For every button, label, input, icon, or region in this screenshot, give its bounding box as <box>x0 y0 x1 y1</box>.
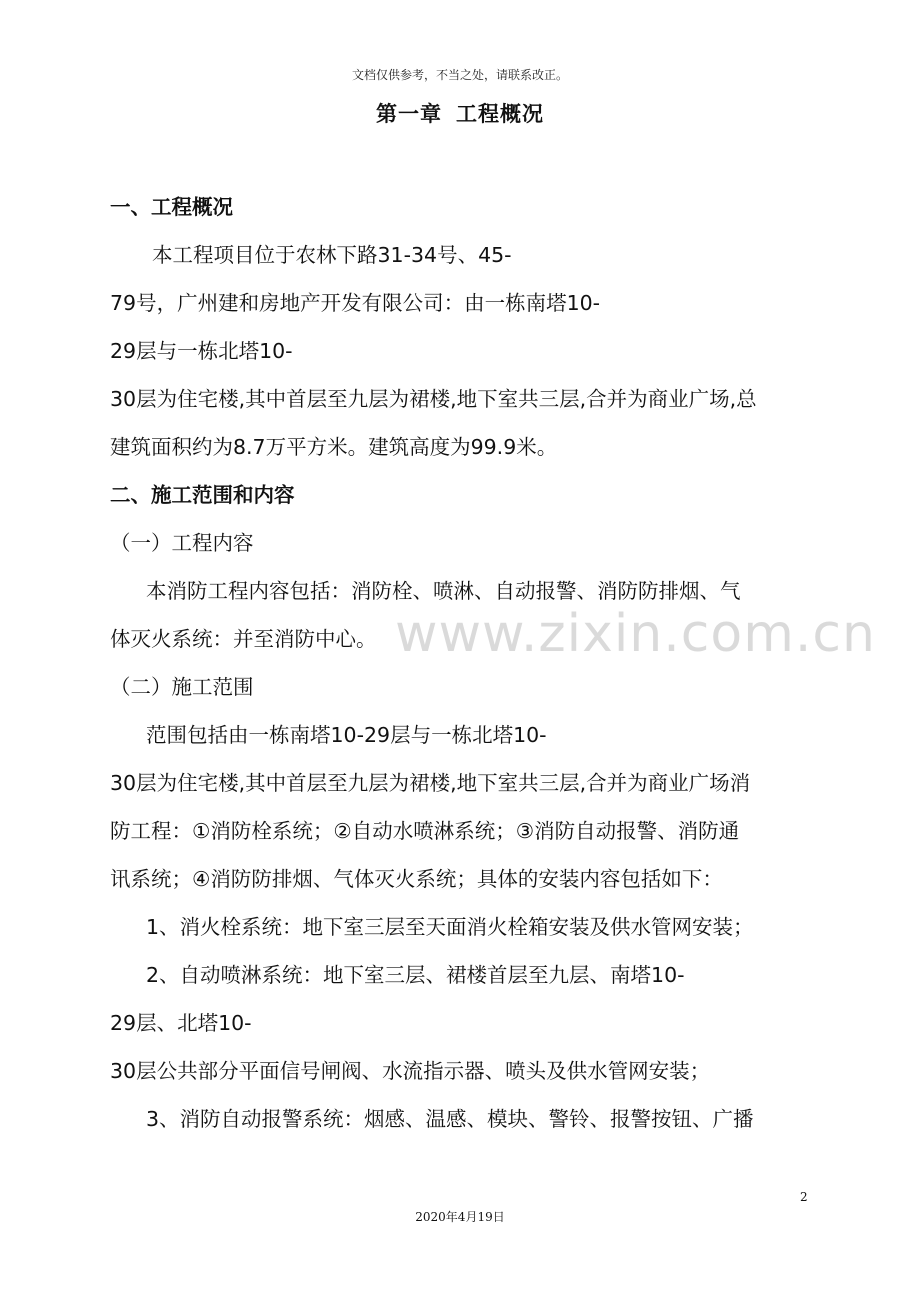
chapter-title <box>0 98 920 128</box>
paragraph-line: 79号，广州建和房地产开发有限公司：由一栋南塔10- <box>110 291 601 315</box>
paragraph-line: 30层为住宅楼,其中首层至九层为裙楼,地下室共三层,合并为商业广场,总 <box>110 387 757 411</box>
subsection-heading-content: （一）工程内容 <box>110 531 254 555</box>
watermark: www.zixin.com.cn <box>395 604 876 664</box>
footer-date: 2020年4月19日 <box>415 1210 505 1224</box>
paragraph-line: 29层与一栋北塔10- <box>110 339 293 363</box>
chapter-name: 工程概况 <box>456 102 544 126</box>
paragraph-line: 建筑面积约为8.7万平方米。建筑高度为99.9米。 <box>110 435 558 459</box>
paragraph-line: 本工程项目位于农林下路31-34号、45- <box>152 243 512 267</box>
page-number: 2 <box>800 1190 808 1204</box>
list-item-sprinkler: 2、自动喷淋系统：地下室三层、裙楼首层至九层、南塔10- <box>146 963 685 987</box>
paragraph-line: 范围包括由一栋南塔10-29层与一栋北塔10- <box>146 723 547 747</box>
section-heading-scope: 二、施工范围和内容 <box>110 483 295 507</box>
paragraph-line: 30层公共部分平面信号闸阀、水流指示器、喷头及供水管网安装； <box>110 1059 711 1083</box>
header-note: 文档仅供参考，不当之处，请联系改正。 <box>351 68 568 82</box>
paragraph-line: 防工程：①消防栓系统；②自动水喷淋系统；③消防自动报警、消防通 <box>110 819 740 843</box>
list-item-hydrant: 1、消火栓系统：地下室三层至天面消火栓箱安装及供水管网安装； <box>146 915 754 939</box>
paragraph-line: 本消防工程内容包括：消防栓、喷淋、自动报警、消防防排烟、气 <box>146 579 741 603</box>
section-heading-overview: 一、工程概况 <box>110 195 233 219</box>
paragraph-line: 30层为住宅楼,其中首层至九层为裙楼,地下室共三层,合并为商业广场消 <box>110 771 751 795</box>
paragraph-line: 讯系统；④消防防排烟、气体灭火系统；具体的安装内容包括如下： <box>110 867 723 891</box>
paragraph-line: 体灭火系统：并至消防中心。 <box>110 627 377 651</box>
paragraph-line: 29层、北塔10- <box>110 1011 252 1035</box>
chapter-number: 第一章 <box>376 102 442 126</box>
list-item-alarm: 3、消防自动报警系统：烟感、温感、模块、警铃、报警按钮、广播 <box>146 1107 754 1131</box>
subsection-heading-range: （二）施工范围 <box>110 675 254 699</box>
